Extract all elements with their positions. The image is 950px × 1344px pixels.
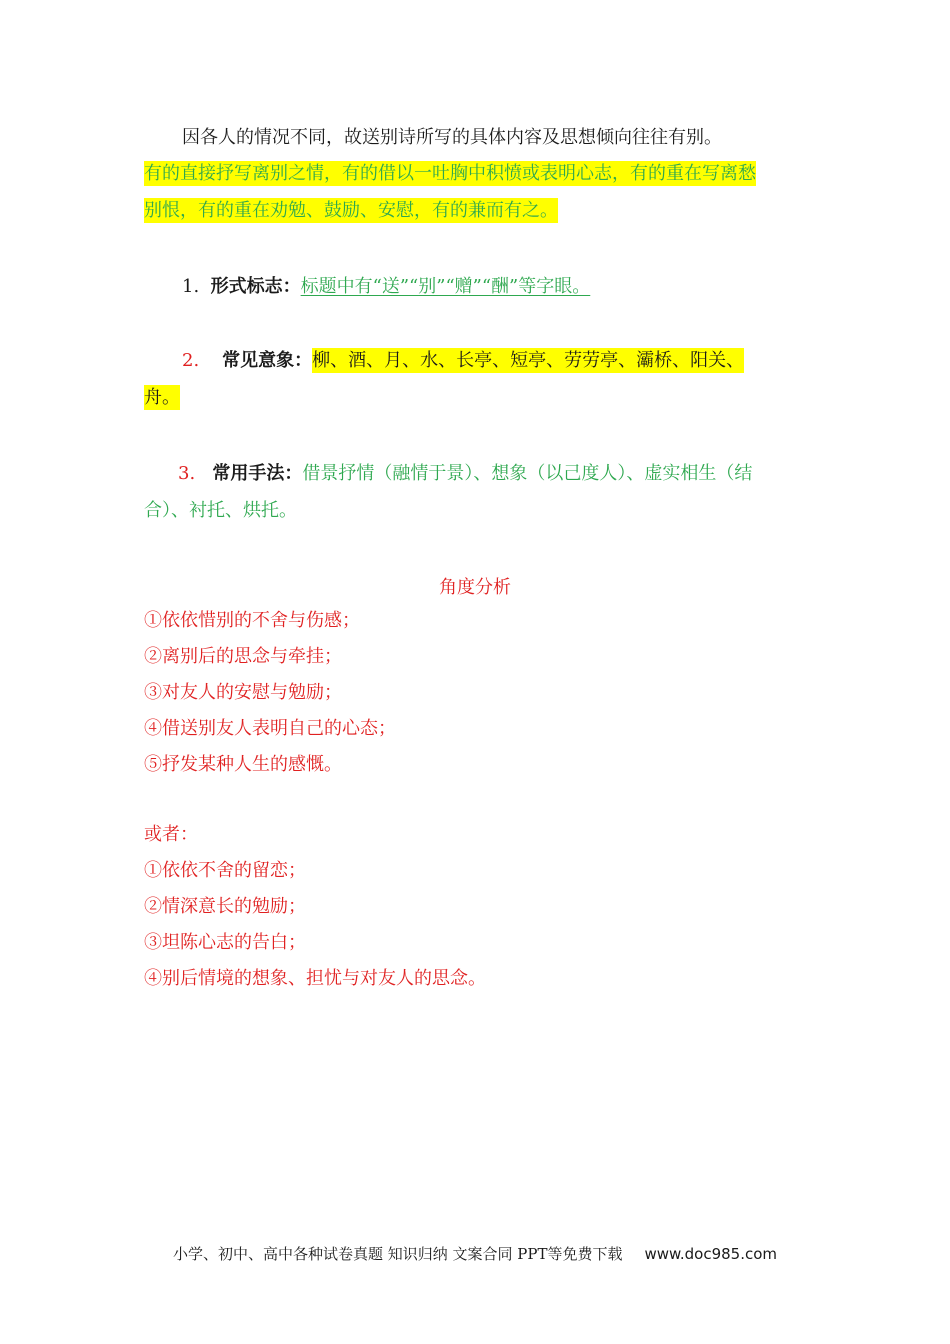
angle-item-3: ③对友人的安慰与勉励； [144,682,342,703]
angle-item-4: ④借送别友人表明自己的心态； [144,718,396,739]
point-2-continued [144,385,180,411]
point-2-content: 柳、酒、月、水、长亭、短亭、劳劳亭、灞桥、阳关、 [312,350,745,371]
footer-text: 小学、初中、高中各种试卷真题 知识归纳 文案合同 PPT等免费下载 [172,1245,623,1263]
point-3-label: 常用手法： [212,463,303,484]
intro-line-1: 因各人的情况不同，故送别诗所写的具体内容及思想倾向往往有别。 [182,127,722,148]
intro-line-3-text: 别恨，有的重在劝勉、鼓励、安慰，有的兼而有之。 [144,200,558,221]
intro-line-3 [144,198,558,224]
angle-title: 角度分析 [439,577,511,598]
footer-url[interactable]: www.doc985.com [644,1245,778,1263]
intro-line-2-text: 有的直接抒写离别之情，有的借以一吐胸中积愤或表明心志，有的重在写离愁 [144,163,756,184]
angle-item-5: ⑤抒发某种人生的感慨。 [144,754,342,775]
intro-line-2 [144,161,756,187]
angle-item-1: ①依依惜别的不舍与伤感； [144,610,360,631]
point-1-number: 1. [182,276,200,297]
point-2 [182,348,744,374]
page-footer [0,1242,950,1266]
point-2-label: 常见意象： [222,350,313,371]
alt-item-1: ①依依不舍的留恋； [144,860,306,881]
alt-item-3: ③坦陈心志的告白； [144,932,306,953]
angle-item-2: ②离别后的思念与牵挂； [144,646,342,667]
alt-item-4: ④别后情境的想象、担忧与对友人的思念。 [144,968,486,989]
point-2-content-2: 舟。 [144,387,180,408]
point-3-number: 3. [178,463,196,484]
alt-heading: 或者： [144,824,198,845]
point-1-label: 形式标志： [210,276,301,297]
point-3-content: 借景抒情（融情于景）、想象（以己度人）、虚实相生（结 [302,463,753,484]
point-3-continued: 合）、衬托、烘托。 [144,500,297,521]
point-1 [182,274,590,300]
point-2-number: 2. [182,350,200,371]
alt-item-2: ②情深意长的勉励； [144,896,306,917]
point-1-content: 标题中有“送”“别”“赠”“酬”等字眼。 [300,276,591,297]
point-3 [178,461,752,487]
